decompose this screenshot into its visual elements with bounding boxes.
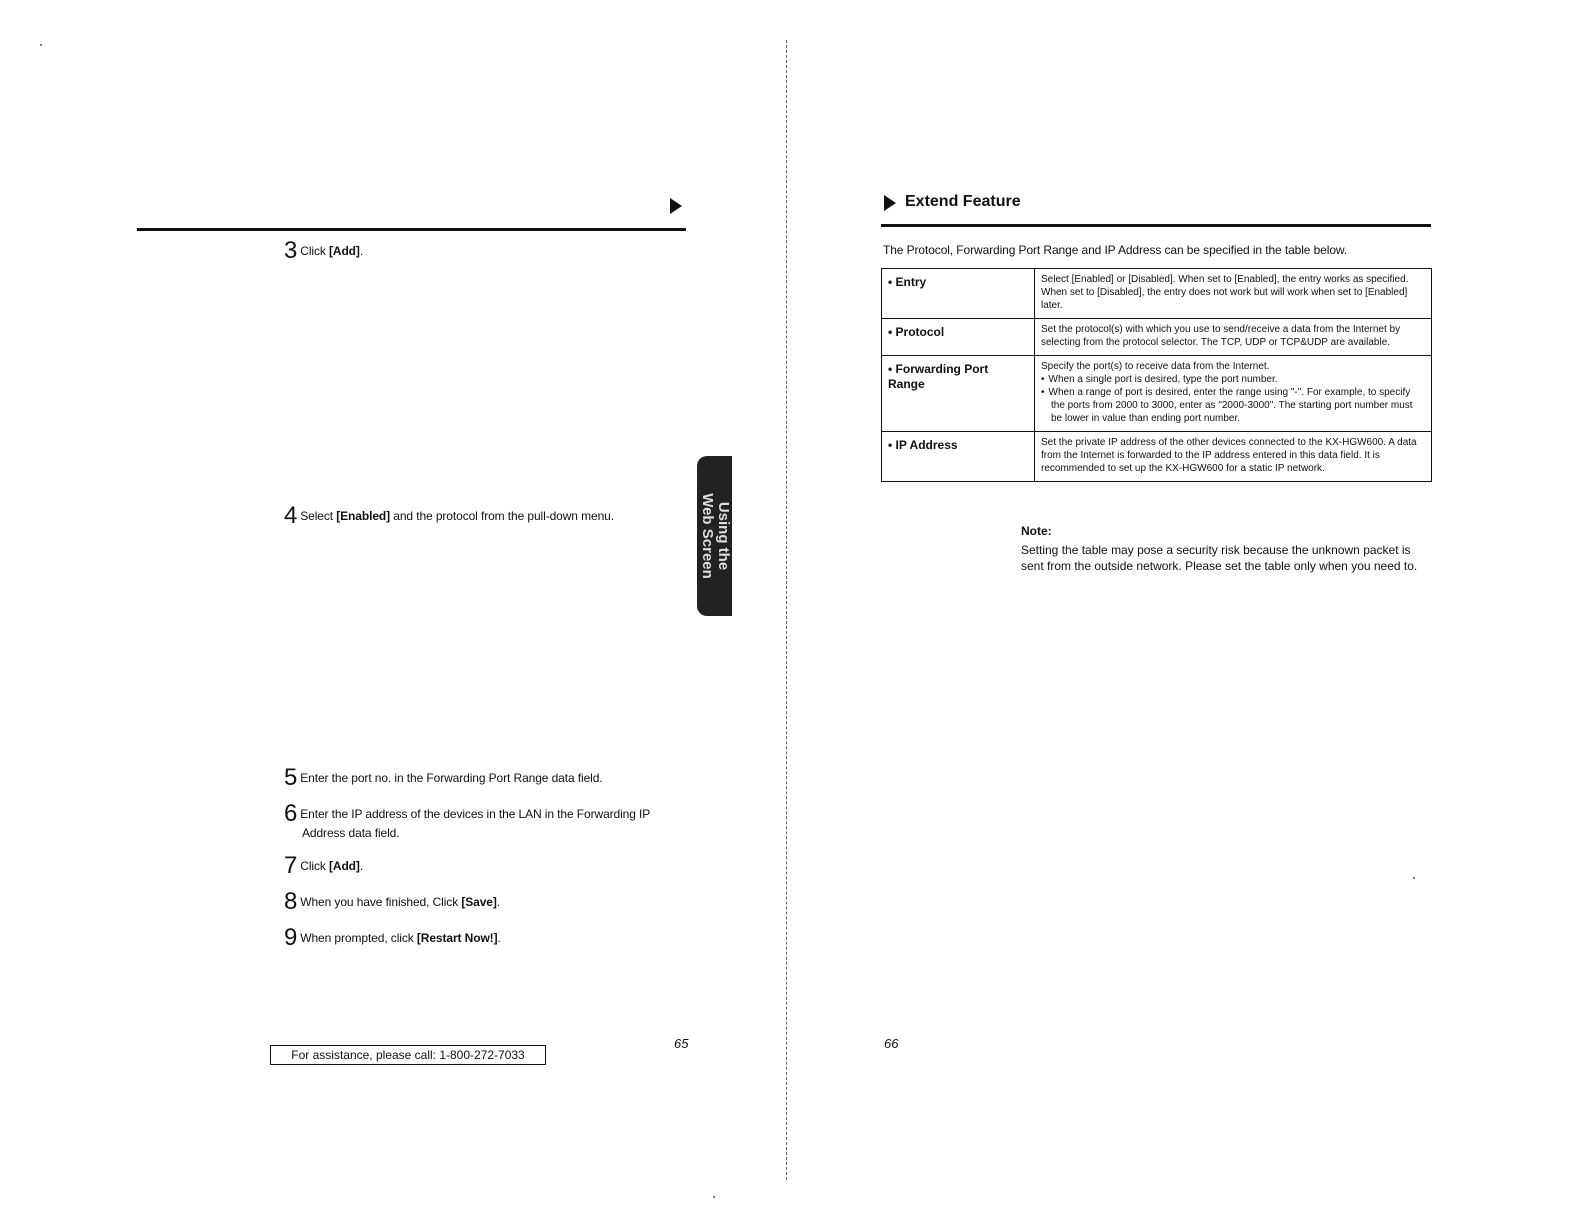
side-tab-line2: Web Screen [698,493,716,579]
left-header-rule [137,228,686,231]
step-number: 6 [284,800,298,827]
step-emphasis: [Save] [461,895,497,909]
step-number: 9 [284,924,298,951]
row-key: • IP Address [882,432,1035,482]
step-emphasis: [Add] [328,859,360,873]
step-5 [284,764,603,791]
step-4 [284,502,614,529]
step-6 [284,800,651,841]
row-key: • Forwarding Port Range [882,356,1035,432]
scan-speck [40,44,42,46]
step-text: When you have finished, Click [300,895,462,909]
step-text: When prompted, click [300,931,417,945]
table-row [882,356,1432,432]
scan-speck [713,1196,715,1198]
step-emphasis: [Enabled] [336,509,391,523]
section-side-tab [697,456,732,616]
step-emphasis: [Restart Now!] [416,931,498,945]
step-7 [284,852,364,879]
intro-text: The Protocol, Forwarding Port Range and IP Address can be specified in the table below. [883,243,1348,257]
note-title: Note: [1021,524,1052,538]
step-text: . [497,931,501,945]
assistance-box: For assistance, please call: 1-800-272-7033 [270,1045,546,1065]
step-9 [284,924,501,951]
step-number: 7 [284,852,298,879]
page-number-right: 66 [884,1036,899,1051]
list-item: • When a single port is desired, type the port number. [1051,373,1425,386]
scan-speck [1413,877,1415,879]
arrow-right-icon [670,198,682,214]
step-continuation: Address data field. [302,826,400,840]
table-row [882,432,1432,482]
note-body: Setting the table may pose a security risk because the unknown packet is sent from the outside network. Please set the table only when you need to. [1021,543,1418,573]
arrow-right-icon [884,195,896,211]
step-emphasis: [Add] [328,244,360,258]
row-value-text: Specify the port(s) to receive data from the Internet. [1041,361,1270,372]
step-text: Click [300,859,329,873]
row-value [1035,356,1432,432]
step-text: . [359,244,364,258]
step-number: 3 [284,237,298,264]
section-heading: Extend Feature [905,193,1021,210]
list-item: • When a range of port is desired, enter the range using "-". For example, to specify the ports from 2000 to 3000, enter as "2000-3000". The starting port number must be lower in value than ending port number. [1051,386,1425,425]
row-bullets [1041,373,1425,425]
step-number: 8 [284,888,298,915]
step-text: . [496,895,500,909]
right-header-rule [881,224,1431,227]
feature-table [881,268,1432,482]
step-number: 4 [284,502,298,529]
table-row [882,319,1432,356]
row-key: • Entry [882,269,1035,319]
page-divider [786,40,787,1180]
step-text: Enter the IP address of the devices in the LAN in the Forwarding IP [300,807,651,821]
step-text: and the protocol from the pull-down menu. [390,509,614,523]
row-key: • Protocol [882,319,1035,356]
step-8 [284,888,500,915]
row-value: Select [Enabled] or [Disabled]. When set to [Enabled], the entry works as specified. When set to [Disabled], the entry does not work but will work when set to [Enabled] later. [1035,269,1432,319]
step-number: 5 [284,764,298,791]
side-tab-line1: Using the [714,501,732,571]
row-value: Set the private IP address of the other devices connected to the KX-HGW600. A data from the Internet is forwarded to the IP address entered in this data field. It is recommended to set up the KX-HGW600 for a static IP network. [1035,432,1432,482]
page-number-left: 65 [674,1036,689,1051]
step-text: . [359,859,364,873]
step-text: Select [300,509,337,523]
table-row [882,269,1432,319]
step-text: Click [300,244,329,258]
step-3 [284,237,364,264]
row-value: Set the protocol(s) with which you use to send/receive a data from the Internet by selecting from the protocol selector. The TCP, UDP or TCP&UDP are available. [1035,319,1432,356]
step-text: Enter the port no. in the Forwarding Port Range data field. [300,771,603,785]
